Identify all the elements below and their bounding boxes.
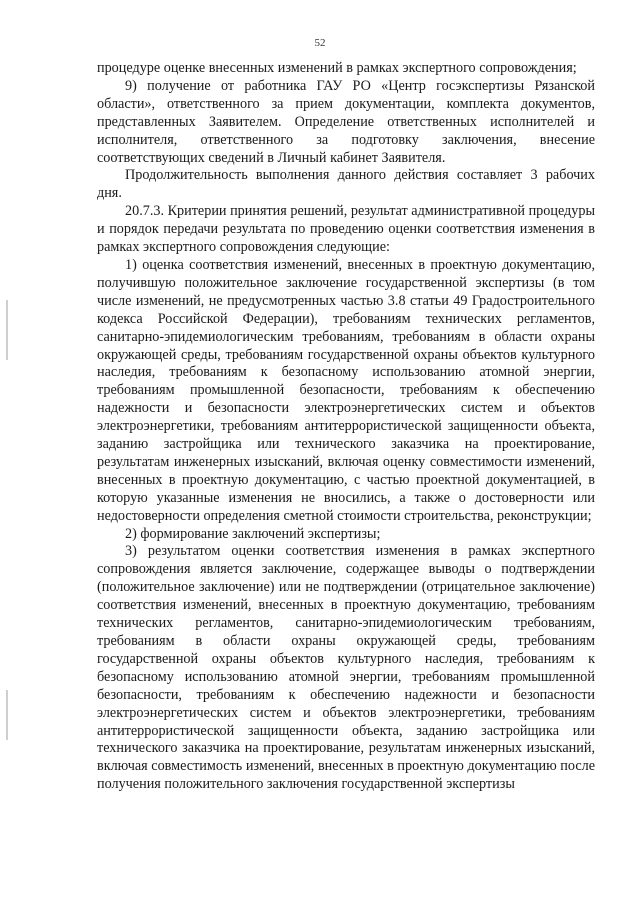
paragraph: Продолжительность выполнения данного действия составляет 3 рабочих дня. <box>97 167 595 202</box>
paragraph: 2) формирование заключений экспертизы; <box>125 525 381 542</box>
document-body <box>97 60 595 794</box>
paragraph: 9) получение от работника ГАУ РО «Центр госэкспертизы Рязанской области», ответственного за прием документации, комплекта документов, представленных Заявителем. Определение ответственных исполнителей и исполнителя, ответственного за подготовку заключения, внесение соответствующих сведений в Личный кабинет Заявителя. <box>97 77 595 166</box>
paragraph: 1) оценка соответствия изменений, внесенных в проектную документацию, получившую положительное заключение государственной экспертизы (в том числе изменений, не предусмотренных частью 3.8 статьи 49 Градостроительного кодекса Российской Федерации), требованиям технических регламентов, санитарно-эпидемиологическим требованиям, требованиям в области охраны окружающей среды, требованиям государственной охраны объектов культурного наследия, требованиям к безопасному использованию атомной энергии, требованиям промышленной безопасности, требованиям к обеспечению надежности и безопасности электроэнергетических систем и объектов электроэнергетики, требованиям антитеррористической защищенности объекта, заданию застройщика или технического заказчика на проектирование, результатам инженерных изысканий, включая оценку совместимости изменений, внесенных в проектную документацию, с частью проектной документацией, в которую указанные изменения не вносились, а также о достоверности или недостоверности определения сметной стоимости строительства, реконструкции; <box>97 256 595 524</box>
paragraph: 20.7.3. Критерии принятия решений, результат административной процедуры и порядок передачи результата по проведению оценки соответствия изменения в рамках экспертного сопровождения следующие: <box>97 203 595 256</box>
paragraph: процедуре оценке внесенных изменений в рамках экспертного сопровождения; <box>97 60 577 76</box>
page-number: 52 <box>314 37 326 49</box>
paragraph: 3) результатом оценки соответствия изменения в рамках экспертного сопровождения является заключение, содержащее выводы о подтверждении (положительное заключение) или не подтверждении (отрицательное заключение) соответствия изменений, внесенных в проектную документацию, требованиям технических регламентов, санитарно-эпидемиологическим требованиям, требованиям в области охраны окружающей среды, требованиям государственной охраны объектов культурного наследия, требованиям к безопасному использованию атомной энергии, требованиям промышленной безопасности, требованиям к обеспечению надежности и безопасности электроэнергетических систем и объектов электроэнергетики, требованиям антитеррористической защищенности объекта, заданию застройщика или технического заказчика на проектирование, результатам инженерных изысканий, включая совместимость изменений, внесенных в проектную документацию после получения положительного заключения государственной экспертизы <box>97 543 595 793</box>
scan-margin-mark <box>6 300 8 360</box>
scan-margin-mark <box>6 690 8 740</box>
